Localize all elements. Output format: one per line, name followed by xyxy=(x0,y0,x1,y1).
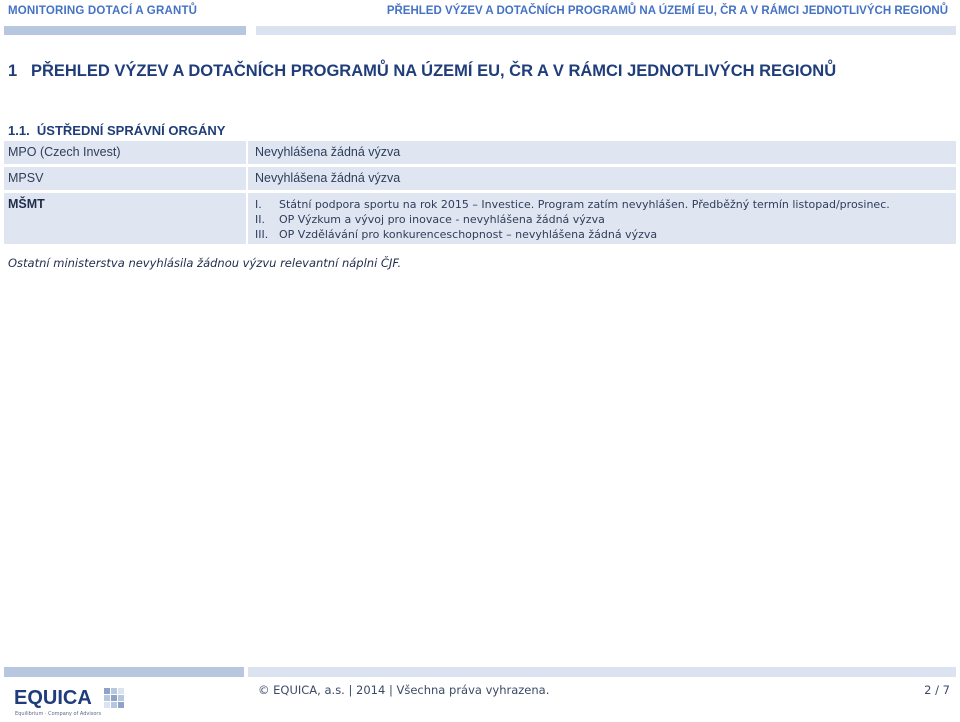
org-cell-msmt: MŠMT xyxy=(4,193,246,244)
subsection-number: 1.1. xyxy=(8,123,30,138)
status-cell-mpo: Nevyhlášena žádná výzva xyxy=(248,141,956,164)
header-bar-left xyxy=(4,26,246,35)
footer-copyright: © EQUICA, a.s. | 2014 | Všechna práva vyhrazena. xyxy=(258,683,550,697)
msmt-programs-cell xyxy=(248,193,956,244)
logo-wordmark: EQUICA xyxy=(14,687,92,709)
header-right-title: PŘEHLED VÝZEV A DOTAČNÍCH PROGRAMŮ NA ÚZEMÍ EU, ČR A V RÁMCI JEDNOTLIVÝCH REGIONŮ xyxy=(386,5,948,17)
program-text: OP Výzkum a vývoj pro inovace - nevyhlášena žádná výzva xyxy=(279,213,605,226)
program-item xyxy=(255,228,657,241)
org-cell-mpo: MPO (Czech Invest) xyxy=(4,141,246,164)
logo-tagline: Equilibrium · Company of Advisors xyxy=(15,711,102,717)
note-text: Ostatní ministerstva nevyhlásila žádnou výzvu relevantní náplni ČJF. xyxy=(8,256,402,270)
program-number: II. xyxy=(255,213,265,226)
program-number: I. xyxy=(255,198,262,211)
program-item xyxy=(255,198,890,211)
page-number: 2 / 7 xyxy=(924,683,950,697)
header-left-title: MONITORING DOTACÍ A GRANTŮ xyxy=(8,5,198,17)
org-cell-mpsv: MPSV xyxy=(4,167,246,190)
header-bar-right xyxy=(256,26,956,35)
subsection-heading xyxy=(8,123,225,138)
footer-bar-right xyxy=(248,667,956,677)
section-title: PŘEHLED VÝZEV A DOTAČNÍCH PROGRAMŮ NA ÚZEMÍ EU, ČR A V RÁMCI JEDNOTLIVÝCH REGIONŮ xyxy=(30,62,837,80)
status-cell-mpsv: Nevyhlášena žádná výzva xyxy=(248,167,956,190)
subsection-title: ÚSTŘEDNÍ SPRÁVNÍ ORGÁNY xyxy=(36,123,226,138)
program-item xyxy=(255,213,605,226)
footer-bar-left xyxy=(4,667,244,677)
program-number: III. xyxy=(255,228,269,241)
section-number: 1 xyxy=(8,62,18,80)
program-text: Státní podpora sportu na rok 2015 – Investice. Program zatím nevyhlášen. Předběžný termín listopad/prosinec. xyxy=(279,198,890,211)
section-heading xyxy=(8,62,836,81)
program-text: OP Vzdělávání pro konkurenceschopnost – nevyhlášena žádná výzva xyxy=(279,228,658,241)
equica-logo xyxy=(14,684,134,720)
